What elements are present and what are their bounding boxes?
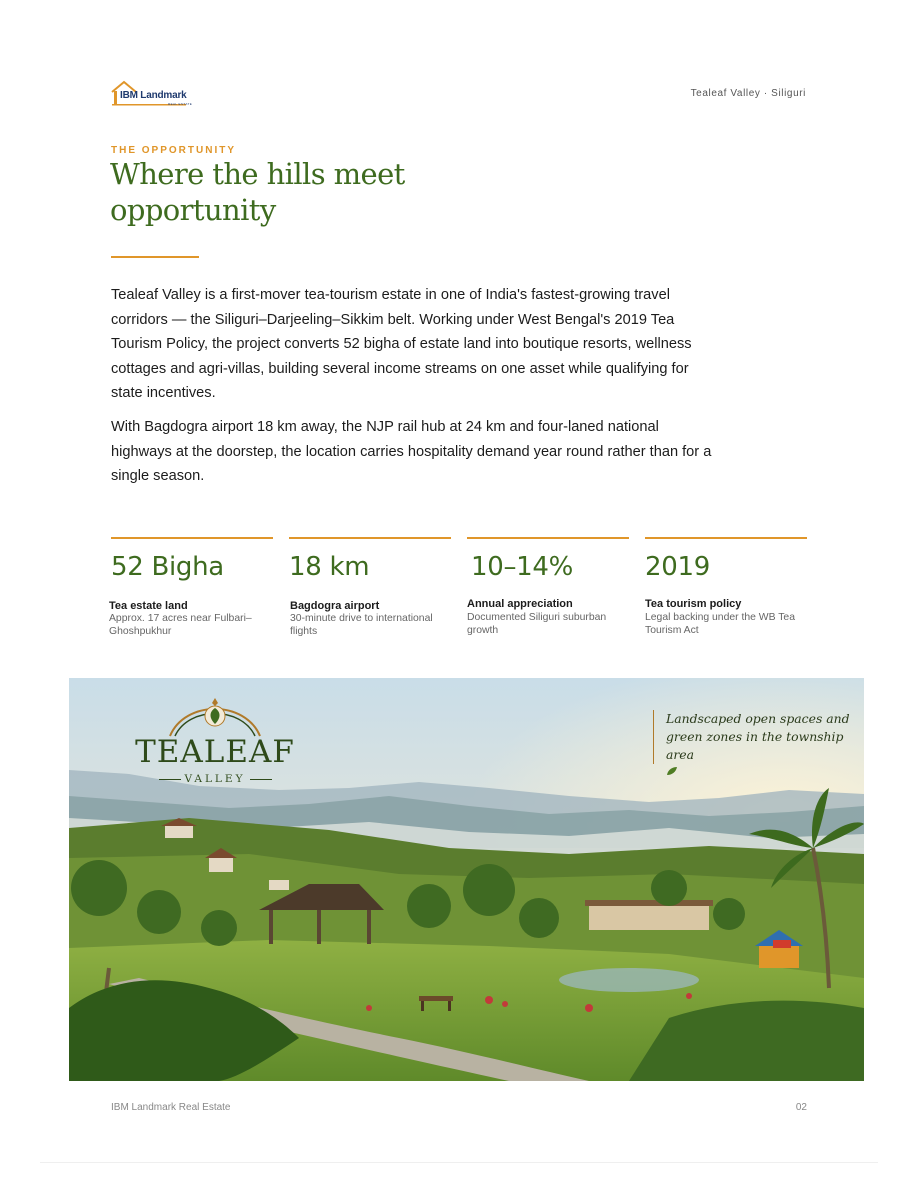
title-divider — [111, 256, 199, 258]
caption-text: Landscaped open spaces and green zones in the township area — [666, 711, 850, 762]
logo-text: IBM Landmark — [120, 90, 187, 101]
brand-name: TEALEAF — [135, 734, 295, 770]
brand-sub-text: VALLEY — [184, 773, 246, 785]
stat-divider — [111, 537, 273, 539]
leaf-icon — [666, 766, 678, 776]
image-caption — [653, 710, 853, 764]
brand-logo — [125, 690, 305, 790]
stat-value: 52 Bigha — [111, 552, 224, 582]
stat-divider — [289, 537, 451, 539]
stat-description: Documented Siliguri suburban growth — [467, 612, 607, 636]
stat-airport — [289, 537, 451, 637]
company-logo — [110, 80, 193, 108]
intro-paragraph: Tealeaf Valley is a first-mover tea-tourism estate in one of India's fastest-growing travel corridors — the Siliguri–Darjeeling–Sikkim belt. Working under West Bengal's 2019 Tea Tourism Policy, the project converts 52 bigha of estate land into boutique resorts, wellness cottages and agri-villas, building several income streams on one asset while qualifying for state incentives. — [111, 287, 692, 401]
stat-value: 18 km — [289, 552, 370, 582]
stat-label: Tea estate land — [109, 600, 188, 612]
location-paragraph: With Bagdogra airport 18 km away, the NJP rail hub at 24 km and four-laned national highways at the doorstep, the location carries hospitality demand year round rather than for a single season. — [111, 419, 712, 484]
stat-description: 30-minute drive to international flights — [290, 613, 433, 637]
stat-policy — [645, 537, 807, 636]
brand-rule-right — [250, 779, 272, 780]
stat-label: Tea tourism policy — [645, 598, 742, 610]
page-number: 02 — [795, 1102, 807, 1113]
stat-value: 10–14% — [471, 552, 574, 582]
stat-value: 2019 — [645, 552, 710, 582]
stat-description: Approx. 17 acres near Fulbari–Ghoshpukhur — [109, 613, 252, 637]
stat-divider — [467, 537, 629, 539]
section-eyebrow: THE OPPORTUNITY — [111, 145, 237, 156]
page-edge-divider — [40, 1162, 878, 1163]
stat-description: Legal backing under the WB Tea Tourism Act — [645, 612, 795, 636]
stat-divider — [645, 537, 807, 539]
stat-land — [109, 537, 273, 637]
logo-subtext: REAL ESTATE — [168, 102, 193, 106]
hero-image — [69, 678, 864, 1081]
stat-label: Bagdogra airport — [290, 600, 380, 612]
running-head: Tealeaf Valley · Siliguri — [690, 88, 806, 99]
footer-company: IBM Landmark Real Estate — [111, 1102, 231, 1113]
stat-appreciation — [467, 537, 629, 636]
tea-leaf-emblem-icon — [125, 690, 305, 740]
brand-subname — [125, 773, 305, 785]
brand-rule-left — [159, 779, 181, 780]
stat-label: Annual appreciation — [467, 598, 573, 610]
page-title: Where the hills meet opportunity — [110, 157, 405, 227]
